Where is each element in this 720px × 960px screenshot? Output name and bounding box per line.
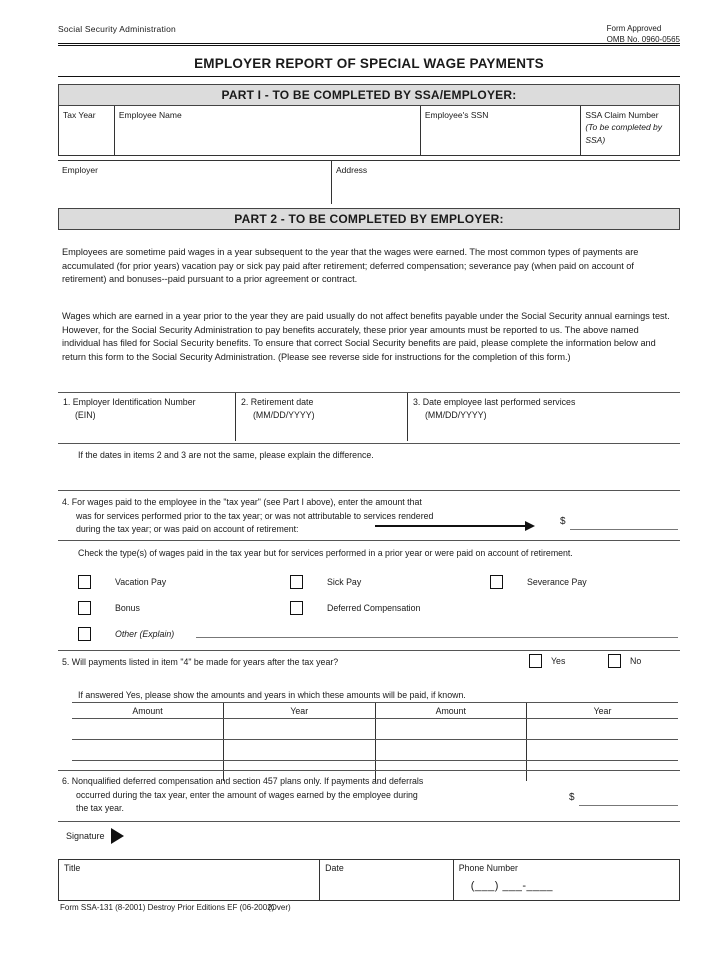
item4-arrow-icon [375, 521, 535, 531]
bottom-fields-row [58, 859, 680, 901]
item5-question: Will payments listed in item "4" be made for years after the tax year? [71, 657, 339, 667]
title-divider [58, 76, 680, 77]
checkbox-box-icon[interactable] [78, 575, 91, 589]
item3-sub: (MM/DD/YYYY) [425, 410, 487, 421]
item6-bottom-divider [58, 821, 680, 822]
footer-over-label: (Over) [268, 903, 291, 912]
part1-row-employer [58, 160, 680, 204]
field-phone-number[interactable] [454, 860, 679, 900]
checkbox-box-icon[interactable] [490, 575, 503, 589]
field-employee-name[interactable] [115, 106, 421, 155]
phone-number-label: Phone Number [458, 863, 518, 873]
item4-line2: was for services performed prior to the tax year; or was not attributable to services rendered [76, 510, 434, 521]
field-employer[interactable] [58, 161, 332, 204]
part1-banner: PART I - TO BE COMPLETED BY SSA/EMPLOYER: [58, 84, 680, 106]
ssa-claim-number-label: SSA Claim Number [585, 110, 659, 120]
checkbox-label: Bonus [115, 603, 140, 613]
radio-yes[interactable] [529, 654, 565, 668]
employee-ssn-label: Employee's SSN [424, 110, 489, 120]
item5-number: 5. [62, 657, 70, 667]
cell-amount-1[interactable] [72, 740, 224, 761]
checkbox-label: Vacation Pay [115, 577, 167, 587]
part2-banner: PART 2 - TO BE COMPLETED BY EMPLOYER: [58, 208, 680, 230]
tax-year-label: Tax Year [63, 110, 96, 120]
column-header-amount-1: Amount [72, 703, 224, 719]
field-retirement-date[interactable] [236, 393, 408, 441]
checkbox-label: Severance Pay [527, 577, 587, 587]
item4-amount-input[interactable] [570, 529, 678, 530]
checkbox-box-icon[interactable] [290, 601, 303, 615]
field-last-performed-services-date[interactable] [408, 393, 680, 441]
field-employee-ssn[interactable] [421, 106, 581, 155]
table-row[interactable] [72, 740, 678, 761]
item5-question-row [62, 657, 338, 667]
item6-block [62, 775, 532, 816]
field-title[interactable] [59, 860, 320, 900]
cell-amount-2[interactable] [375, 719, 527, 740]
form-approved-label: Form Approved [606, 24, 662, 33]
checkbox-label: Other (Explain) [115, 629, 175, 639]
cell-amount-2[interactable] [375, 740, 527, 761]
item6-amount-input[interactable] [579, 805, 678, 806]
yes-label: Yes [551, 656, 566, 666]
item6-line3: the tax year. [76, 803, 124, 814]
cell-year-2[interactable] [527, 719, 679, 740]
checkbox-vacation-pay[interactable] [78, 575, 290, 589]
part2-paragraph-1: Employees are sometime paid wages in a year subsequent to the year that the wages were earned. The most common types of payments are accumulated (for prior years) vacation pay or sick pay paid after retirement; deferred compensation; severance pay (when paid on account of retirement) and bonuses--paid pursuant to a prior agreement or contract. [62, 247, 639, 285]
cell-year-2[interactable] [527, 740, 679, 761]
item6-line1: Nonqualified deferred compensation and section 457 plans only. If payments and deferrals [71, 776, 424, 786]
item5-subnote: If answered Yes, please show the amounts and years in which these amounts will be paid, if known. [78, 690, 466, 700]
item4-number: 4. [62, 497, 70, 507]
item4-bottom-divider [58, 540, 680, 541]
checkbox-deferred-compensation[interactable] [290, 601, 490, 615]
cell-year-1[interactable] [224, 740, 376, 761]
signature-row[interactable] [66, 828, 124, 844]
explain-difference-note: If the dates in items 2 and 3 are not the same, please explain the difference. [78, 450, 374, 460]
table-row[interactable] [72, 719, 678, 740]
no-label: No [630, 656, 642, 666]
part2-paragraph-2: Wages which are earned in a year prior to the year they are paid usually do not affect benefits payable under the Social Security annual earnings test. However, for the Social Security Administration to pay benefits accurately, these prior year amounts must be reported to us. The above named individual has filed for Social Security benefits. To ensure that correct Social Security benefits are paid, please complete the information below and return this form to the Social Security Administration. (Please see reverse side for instructions for the completion of this form.) [62, 311, 670, 362]
column-header-amount-2: Amount [375, 703, 527, 719]
item1-number: 1. [63, 397, 71, 407]
checkbox-sick-pay[interactable] [290, 575, 490, 589]
checkbox-box-icon[interactable] [608, 654, 621, 668]
cell-year-1[interactable] [224, 719, 376, 740]
item4-top-divider [58, 490, 680, 491]
checkbox-box-icon[interactable] [78, 601, 91, 615]
employee-name-label: Employee Name [118, 110, 182, 120]
column-header-year-2: Year [527, 703, 679, 719]
checkbox-section-intro: Check the type(s) of wages paid in the tax year but for services performed in a prior year or were paid on account of retirement. [78, 548, 573, 558]
agency-name: Social Security Administration [58, 24, 176, 34]
item6-number: 6. [62, 776, 70, 786]
item3-label: Date employee last performed services [422, 397, 576, 407]
page-title: EMPLOYER REPORT OF SPECIAL WAGE PAYMENTS [194, 56, 544, 71]
employer-label: Employer [62, 165, 98, 175]
item6-line2: occurred during the tax year, enter the amount of wages earned by the employee during [76, 789, 418, 800]
item2-sub: (MM/DD/YYYY) [253, 410, 315, 421]
checkbox-box-icon[interactable] [529, 654, 542, 668]
checkbox-label: Deferred Compensation [327, 603, 421, 613]
field-address[interactable] [332, 161, 680, 204]
omb-number: OMB No. 0960-0565 [606, 34, 680, 44]
item6-top-divider [58, 770, 680, 771]
checkbox-severance-pay[interactable] [490, 575, 670, 589]
checkbox-bonus[interactable] [78, 601, 290, 615]
field-tax-year[interactable] [59, 106, 115, 155]
field-date[interactable] [320, 860, 454, 900]
title-label: Title [64, 863, 81, 873]
cell-amount-1[interactable] [72, 719, 224, 740]
radio-no[interactable] [608, 654, 641, 668]
checkbox-box-icon[interactable] [290, 575, 303, 589]
item2-label: Retirement date [250, 397, 314, 407]
item3-number: 3. [413, 397, 421, 407]
field-employer-identification-number[interactable] [58, 393, 236, 441]
checkbox-box-icon[interactable] [78, 627, 91, 641]
item6-currency-symbol: $ [569, 792, 575, 803]
footer-form-id: Form SSA-131 (8-2001) Destroy Prior Editions EF (06-2002) [60, 903, 275, 912]
item2-number: 2. [241, 397, 249, 407]
checkbox-other[interactable] [78, 627, 290, 641]
items-1-2-3-row [58, 393, 680, 441]
part1-row-identity [58, 106, 680, 156]
item1-label: Employer Identification Number [72, 397, 196, 407]
table-header-row [72, 703, 678, 719]
items-bottom-divider [58, 443, 680, 444]
masthead-divider [58, 43, 680, 46]
checkbox-label: Sick Pay [327, 577, 362, 587]
item4-currency-symbol: $ [560, 516, 566, 527]
triangle-pointer-icon [111, 828, 124, 844]
item4-line1: For wages paid to the employee in the "tax year" (see Part I above), enter the amount that [71, 497, 422, 507]
address-label: Address [336, 165, 368, 175]
signature-label: Signature [66, 831, 105, 841]
item1-sub: (EIN) [75, 410, 96, 421]
item4-line3: during the tax year; or was paid on account of retirement: [76, 524, 299, 535]
field-ssa-claim-number[interactable] [581, 106, 679, 155]
date-label: Date [325, 863, 344, 873]
other-explain-input[interactable] [196, 637, 678, 638]
ssa-claim-number-note: (To be completed by SSA) [585, 122, 663, 145]
column-header-year-1: Year [224, 703, 376, 719]
phone-number-mask: (___) ___-____ [470, 880, 553, 892]
wage-type-checkbox-grid [78, 575, 678, 653]
item5-top-divider [58, 650, 680, 651]
